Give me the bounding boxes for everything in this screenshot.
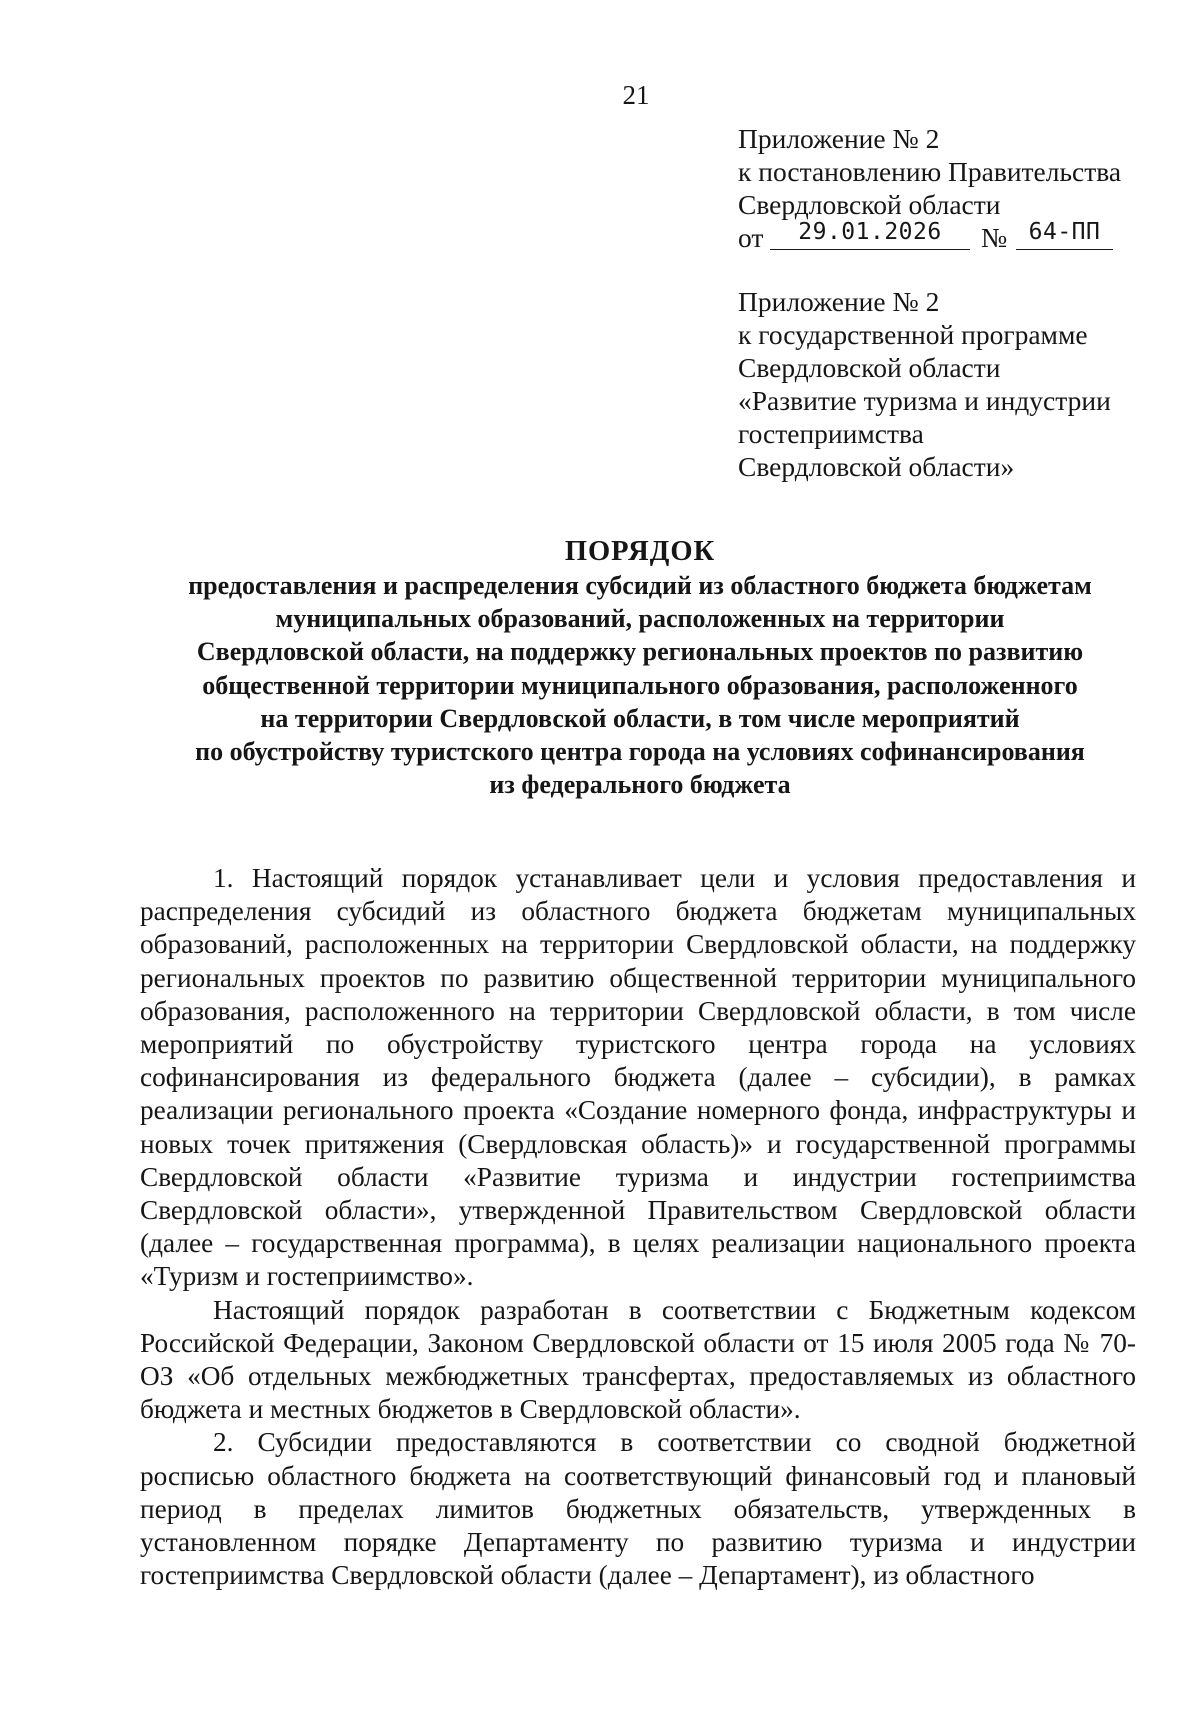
document-body xyxy=(140,862,1136,1592)
body-paragraph: Настоящий порядок разработан в соответствии с Бюджетным кодексом Российской Федерации, Законом Свердловской области от 15 июля 2005 года № 70-ОЗ «Об отдельных межбюджетных трансфертах, предоставляемых из областного бюджета и местных бюджетов в Свердловской области». xyxy=(140,1294,1136,1425)
resolution-number-field: 64-ПП xyxy=(1016,219,1113,250)
attachment-line: Свердловской области xyxy=(738,189,1001,220)
title-subtitle-line: муниципальных образований, расположенных на территории xyxy=(275,604,1005,634)
attachment-line: Приложение № 2 xyxy=(738,123,940,154)
title-subtitle-line: на территории Свердловской области, в том числе мероприятий xyxy=(260,703,1020,733)
attachment-program-block xyxy=(738,285,1111,483)
title-subtitle-line: Свердловской области, на поддержку региональных проектов по развитию xyxy=(196,637,1084,667)
attachment-line: гостеприимства xyxy=(738,418,924,449)
attachment-line: Приложение № 2 xyxy=(738,286,940,317)
attachment-line: «Развитие туризма и индустрии xyxy=(738,385,1111,416)
resolution-date-field: 29.01.2026 xyxy=(770,219,970,250)
attachment-resolution-block xyxy=(738,122,1121,254)
attachment-line: Свердловской области» xyxy=(738,451,1015,482)
page-number: 21 xyxy=(622,80,650,110)
title-subtitle-line: предоставления и распределения субсидий из областного бюджета бюджетам xyxy=(188,571,1092,600)
attachment-line: к постановлению Правительства xyxy=(738,156,1122,187)
document-title xyxy=(140,535,1140,801)
body-paragraph: 1. Настоящий порядок устанавливает цели и условия предоставления и распределения субсидий из областного бюджета бюджетам муниципальных образований, расположенных на территории Свердловской области, на поддержку региональных проектов по развитию общественной территории муниципального образования, расположенного на территории Свердловской области, в том числе мероприятий по обустройству туристского центра города на условиях софинансирования из федерального бюджета (далее – субсидии), в рамках реализации регионального проекта «Создание номерного фонда, инфраструктуры и новых точек притяжения (Свердловская область)» и государственной программы Свердловской области «Развитие туризма и индустрии гостеприимства Свердловской области», утвержденной Правительством Свердловской области (далее – государственная программа), в целях реализации национального проекта «Туризм и гостеприимство». xyxy=(140,863,1136,1292)
date-prefix: от xyxy=(738,222,764,253)
number-prefix: № xyxy=(981,222,1008,253)
body-paragraph: 2. Субсидии предоставляются в соответствии со сводной бюджетной росписью областного бюджета на соответствующий финансовый год и плановый период в пределах лимитов бюджетных обязательств, утвержденных в установленном порядке Департаменту по развитию туризма и индустрии гостеприимства Свердловской области (далее – Департамент), из областного xyxy=(140,1427,1136,1591)
attachment-line: Свердловской области xyxy=(738,352,1001,383)
title-subtitle-line: по обустройству туристского центра города на условиях софинансирования xyxy=(195,737,1085,767)
title-subtitle-line: из федерального бюджета xyxy=(489,770,791,800)
attachment-line: к государственной программе xyxy=(738,319,1088,350)
title-heading: ПОРЯДОК xyxy=(564,536,716,567)
title-subtitle-line: общественной территории муниципального образования, расположенного xyxy=(202,670,1078,700)
date-number-line xyxy=(738,221,1121,254)
